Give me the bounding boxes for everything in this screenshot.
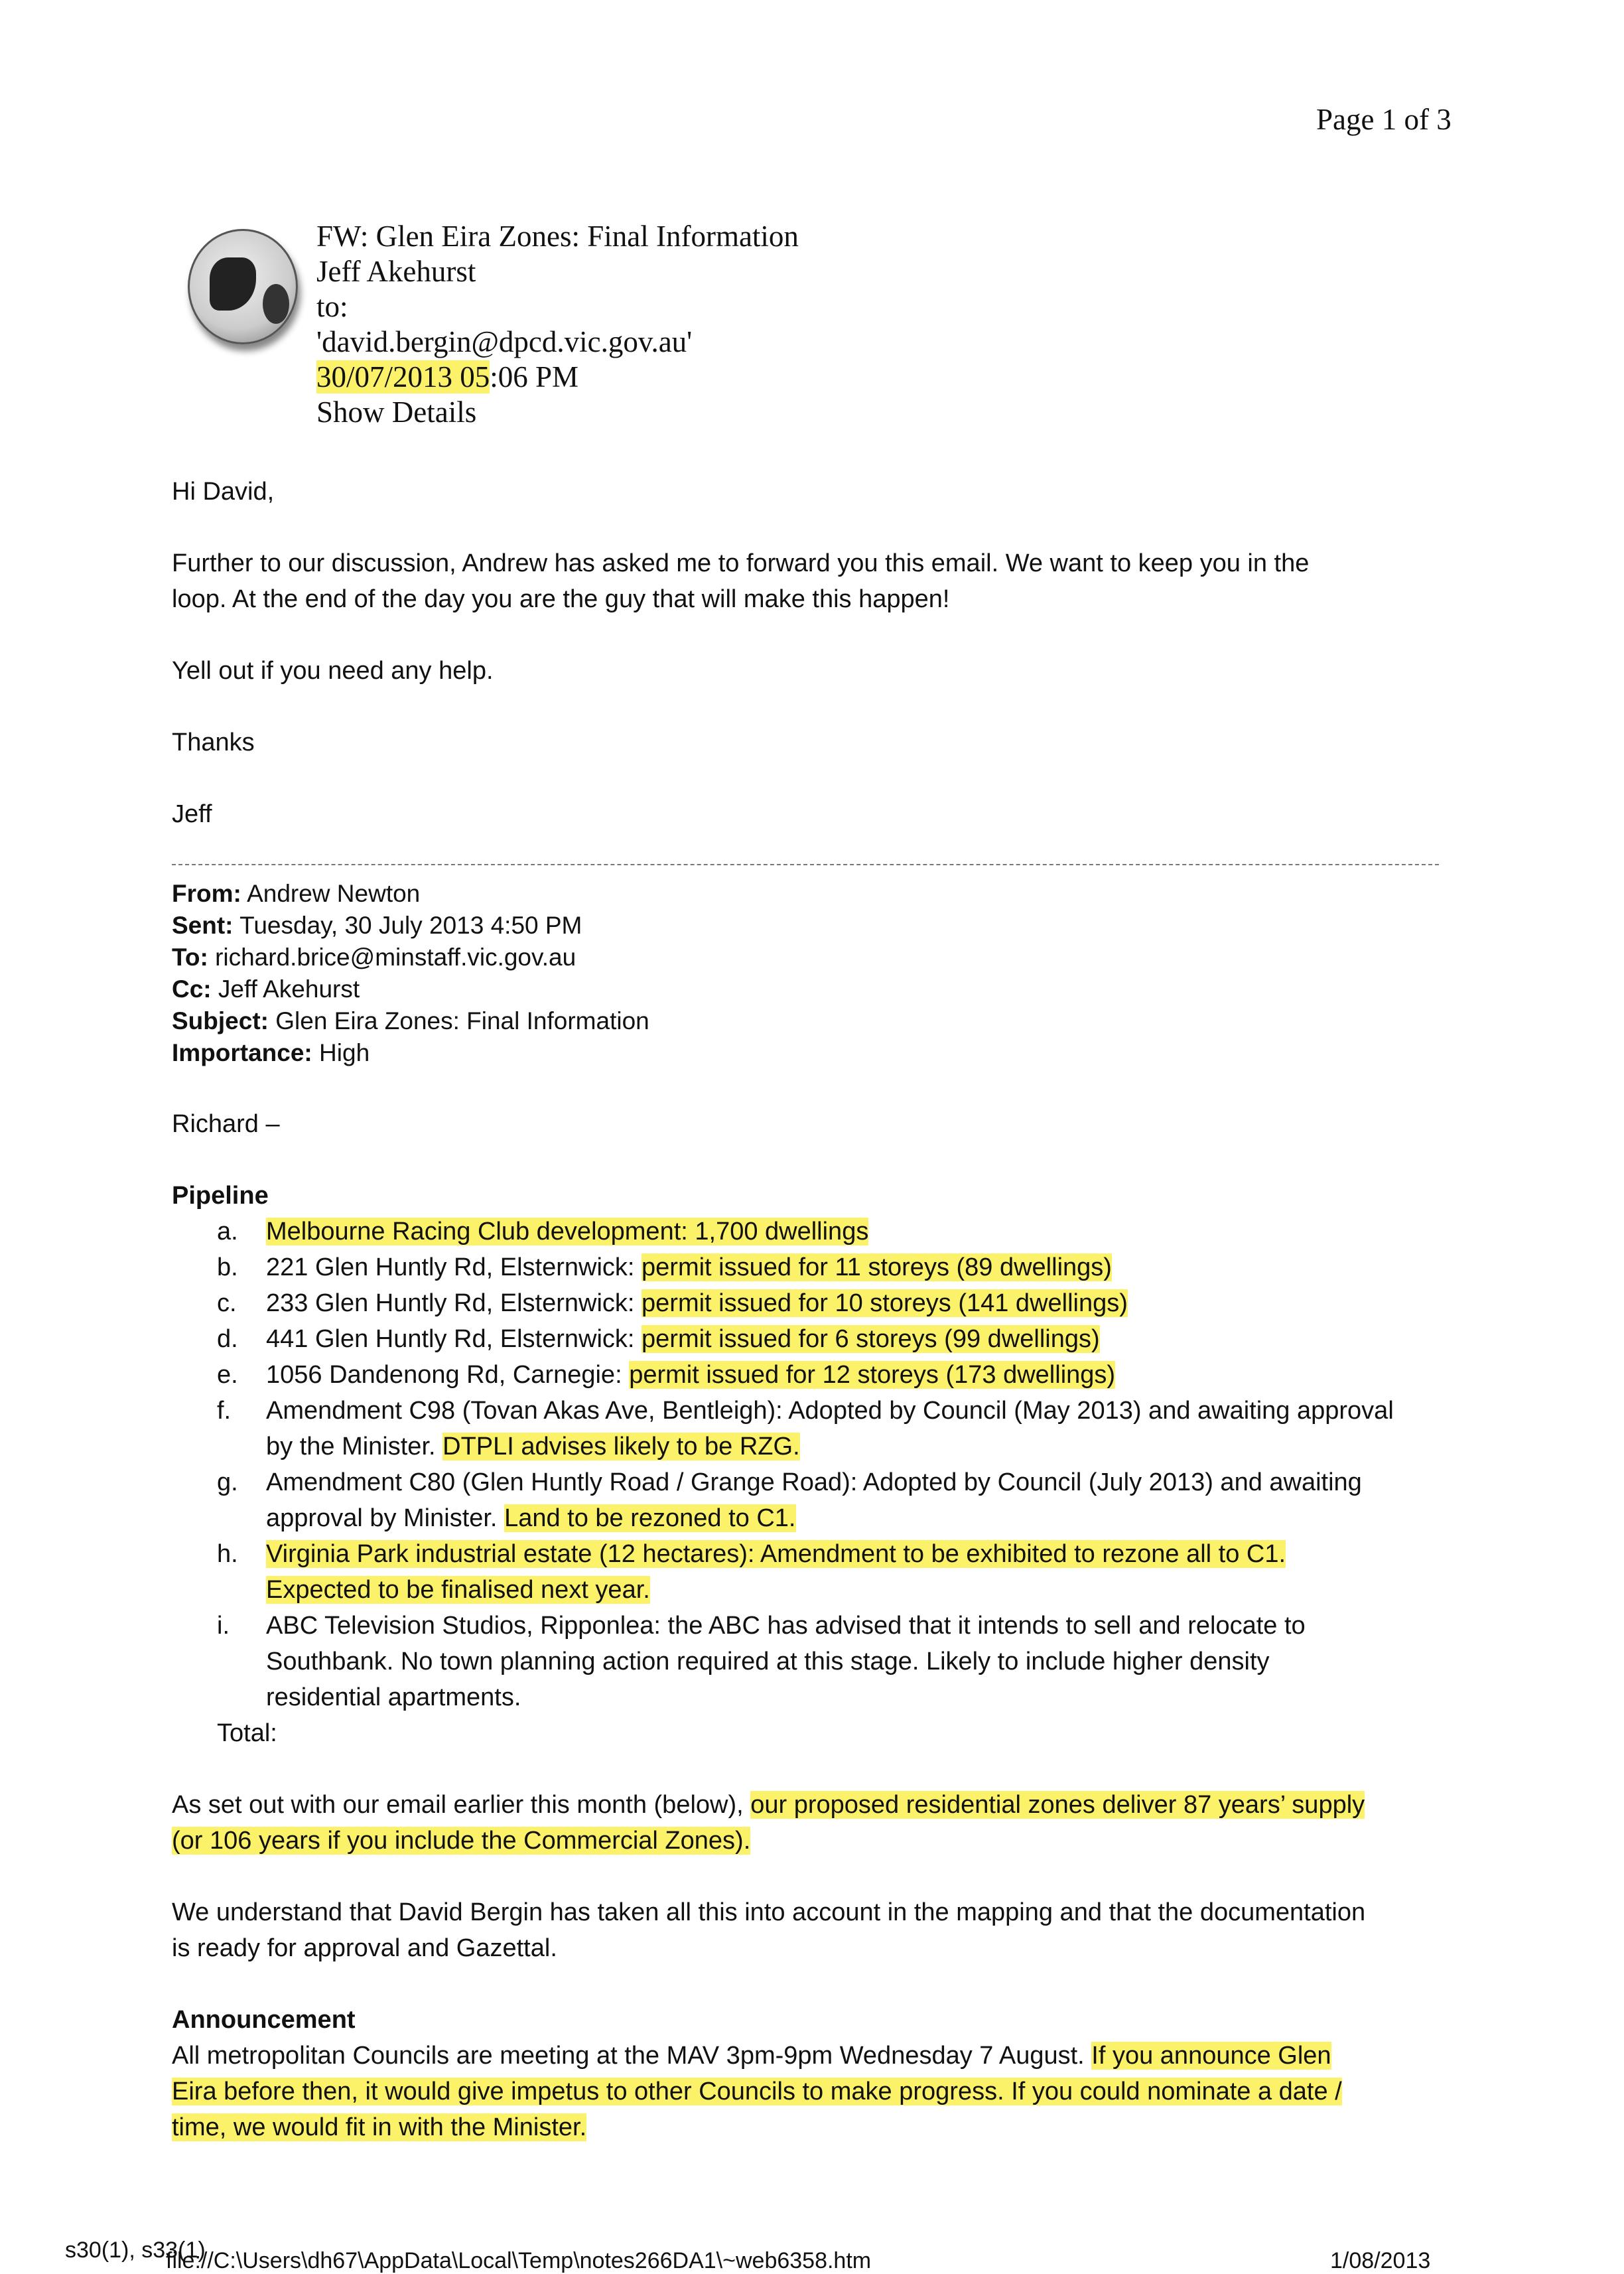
field-label: Subject:	[172, 1007, 269, 1034]
show-details-link[interactable]: Show Details	[316, 395, 477, 429]
text: approval by Minister.	[266, 1504, 505, 1532]
highlighted-text: our proposed residential zones deliver 87 years’ supply	[750, 1791, 1365, 1819]
email-sender: Jeff Akehurst	[316, 255, 476, 288]
body-line	[172, 1966, 1365, 2002]
body-line	[172, 1429, 1365, 1464]
text: Announcement	[172, 2006, 356, 2034]
field-label: Cc:	[172, 975, 212, 1003]
text: Pipeline	[172, 1182, 269, 1210]
line-text	[266, 1679, 521, 1715]
header-field	[172, 1037, 649, 1069]
field-label: Sent:	[172, 912, 234, 939]
datetime-rest: :06 PM	[490, 360, 579, 393]
line-text	[266, 1285, 1128, 1321]
body-line	[172, 1178, 1365, 1214]
highlighted-text: permit issued for 6 storeys (99 dwellings)	[642, 1325, 1100, 1353]
divider	[172, 864, 1439, 865]
email-datetime	[316, 360, 799, 395]
email-subject: FW: Glen Eira Zones: Final Information	[316, 220, 799, 253]
line-text	[172, 1827, 750, 1855]
text: We understand that David Bergin has taken all this into account in the mapping and that the documentation	[172, 1898, 1366, 1926]
greeting-line: loop. At the end of the day you are the guy that will make this happen!	[172, 585, 950, 613]
line-text	[266, 1429, 800, 1464]
recipient: 'david.bergin@dpcd.vic.gov.au'	[316, 325, 693, 358]
list-item	[172, 1357, 1365, 1393]
header-field	[172, 878, 649, 910]
line-text	[172, 1182, 269, 1210]
line-text	[266, 1464, 1362, 1500]
list-letter: h.	[217, 1540, 238, 1568]
line-text	[266, 1393, 1394, 1429]
highlighted-text: Land to be rezoned to C1.	[504, 1504, 796, 1532]
body-line	[172, 1572, 1365, 1608]
highlighted-text: permit issued for 12 storeys (173 dwellings)	[629, 1361, 1116, 1389]
redaction-note: s30(1), s33(1)	[65, 2238, 206, 2263]
highlighted-text: Eira before then, it would give impetus to other Councils to make progress. If you could nominate a date /	[172, 2078, 1342, 2105]
list-letter: f.	[217, 1397, 232, 1425]
header-field	[172, 1005, 649, 1037]
field-value: richard.brice@minstaff.vic.gov.au	[215, 944, 576, 971]
highlighted-text: If you announce Glen	[1091, 2042, 1331, 2070]
datetime-highlighted: 30/07/2013 05	[316, 360, 490, 393]
line-text	[172, 2006, 356, 2034]
list-letter: a.	[217, 1218, 238, 1245]
line-text	[266, 1572, 650, 1608]
line-text	[172, 2042, 1331, 2070]
text: Total:	[217, 1719, 277, 1747]
greeting-line: Jeff	[172, 800, 212, 828]
to-label: to:	[316, 290, 348, 323]
text: Amendment C98 (Tovan Akas Ave, Bentleigh): Adopted by Council (May 2013) and awaiting approval	[266, 1397, 1394, 1425]
line-text	[266, 1357, 1115, 1393]
line-text	[266, 1249, 1112, 1285]
highlighted-text: Virginia Park industrial estate (12 hectares): Amendment to be exhibited to rezone all to C1.	[266, 1540, 1286, 1568]
body-line	[172, 1715, 1365, 1751]
greeting-line: Yell out if you need any help.	[172, 657, 494, 685]
body-line	[172, 1894, 1365, 1930]
text: 441 Glen Huntly Rd, Elsternwick:	[266, 1325, 642, 1353]
body-line	[172, 2038, 1365, 2074]
line-text	[172, 2113, 586, 2141]
body-line	[172, 2074, 1365, 2109]
body-line	[172, 2109, 1365, 2145]
list-item	[172, 1321, 1365, 1357]
line-text	[266, 1608, 1306, 1644]
field-label: Importance:	[172, 1039, 312, 1066]
email-header	[316, 219, 799, 430]
body-line	[172, 1787, 1365, 1823]
body-line	[172, 1142, 1365, 1178]
list-item	[172, 1249, 1365, 1285]
body-line	[172, 1859, 1365, 1894]
field-value: High	[319, 1039, 370, 1066]
line-text	[266, 1214, 868, 1249]
line-text	[172, 1791, 1365, 1819]
body-line	[172, 1644, 1365, 1679]
field-value: Glen Eira Zones: Final Information	[275, 1007, 649, 1034]
line-text	[172, 2078, 1342, 2105]
body-line	[172, 1823, 1365, 1859]
text: All metropolitan Councils are meeting at the MAV 3pm-9pm Wednesday 7 August.	[172, 2042, 1092, 2070]
body-line	[172, 1751, 1365, 1787]
list-item	[172, 1285, 1365, 1321]
highlighted-text: Melbourne Racing Club development: 1,700 dwellings	[266, 1218, 869, 1245]
message-body	[172, 1106, 1394, 2145]
body-line	[172, 1679, 1365, 1715]
highlighted-text: permit issued for 10 storeys (141 dwellings)	[642, 1289, 1128, 1317]
line-text	[266, 1500, 796, 1536]
line-text	[266, 1321, 1100, 1357]
line-text	[217, 1715, 277, 1751]
greeting-line: Hi David,	[172, 478, 275, 506]
body-line	[172, 2002, 1365, 2038]
list-letter: c.	[217, 1289, 237, 1317]
globe-icon	[188, 229, 298, 344]
body-line	[172, 1106, 1365, 1142]
greeting-block	[172, 474, 1309, 832]
greeting-line	[172, 689, 1309, 725]
text: Southbank. No town planning action required at this stage. Likely to include higher density	[266, 1648, 1270, 1675]
page-number: Page 1 of 3	[1316, 103, 1452, 136]
header-field	[172, 910, 649, 942]
highlighted-text: time, we would fit in with the Minister.	[172, 2113, 587, 2141]
text: 221 Glen Huntly Rd, Elsternwick:	[266, 1253, 642, 1281]
list-item	[172, 1464, 1365, 1500]
line-text	[266, 1644, 1270, 1679]
text: Richard –	[172, 1110, 280, 1138]
greeting-line: Thanks	[172, 729, 255, 756]
line-text	[172, 1934, 557, 1962]
list-letter: b.	[217, 1253, 238, 1281]
field-value: Jeff Akehurst	[218, 975, 360, 1003]
greeting-line: Further to our discussion, Andrew has asked me to forward you this email. We want to keep you in the	[172, 549, 1310, 577]
forwarded-header-fields	[172, 878, 649, 1069]
list-item	[172, 1608, 1365, 1644]
list-letter: d.	[217, 1325, 238, 1353]
list-item	[172, 1214, 1365, 1249]
field-value: Andrew Newton	[247, 880, 421, 907]
text: 233 Glen Huntly Rd, Elsternwick:	[266, 1289, 642, 1317]
line-text	[266, 1536, 1286, 1572]
text: Amendment C80 (Glen Huntly Road / Grange Road): Adopted by Council (July 2013) and awaiting	[266, 1468, 1362, 1496]
field-label: From:	[172, 880, 241, 907]
list-letter: i.	[217, 1612, 230, 1640]
greeting-line	[172, 760, 1309, 796]
header-field	[172, 973, 649, 1005]
highlighted-text: DTPLI advises likely to be RZG.	[442, 1433, 800, 1460]
line-text	[172, 1110, 280, 1138]
print-date: 1/08/2013	[1330, 2248, 1431, 2273]
field-label: To:	[172, 944, 208, 971]
list-item	[172, 1536, 1365, 1572]
text: is ready for approval and Gazettal.	[172, 1934, 557, 1962]
text: ABC Television Studios, Ripponlea: the ABC has advised that it intends to sell and relocate to	[266, 1612, 1306, 1640]
body-line	[172, 1930, 1365, 1966]
list-letter: g.	[217, 1468, 238, 1496]
highlighted-text: permit issued for 11 storeys (89 dwellings)	[642, 1253, 1112, 1281]
greeting-line	[172, 510, 1309, 545]
highlighted-text: Expected to be finalised next year.	[266, 1576, 650, 1604]
highlighted-text: (or 106 years if you include the Commercial Zones).	[172, 1827, 751, 1855]
text: As set out with our email earlier this month (below),	[172, 1791, 751, 1819]
greeting-line	[172, 617, 1309, 653]
text: by the Minister.	[266, 1433, 443, 1460]
header-field	[172, 942, 649, 973]
line-text	[172, 1898, 1365, 1926]
field-value: Tuesday, 30 July 2013 4:50 PM	[239, 912, 582, 939]
text: residential apartments.	[266, 1683, 521, 1711]
text: 1056 Dandenong Rd, Carnegie:	[266, 1361, 630, 1389]
file-path: file://C:\Users\dh67\AppData\Local\Temp\notes266DA1\~web6358.htm	[166, 2248, 872, 2273]
list-item	[172, 1393, 1394, 1429]
list-letter: e.	[217, 1361, 238, 1389]
body-line	[172, 1500, 1365, 1536]
